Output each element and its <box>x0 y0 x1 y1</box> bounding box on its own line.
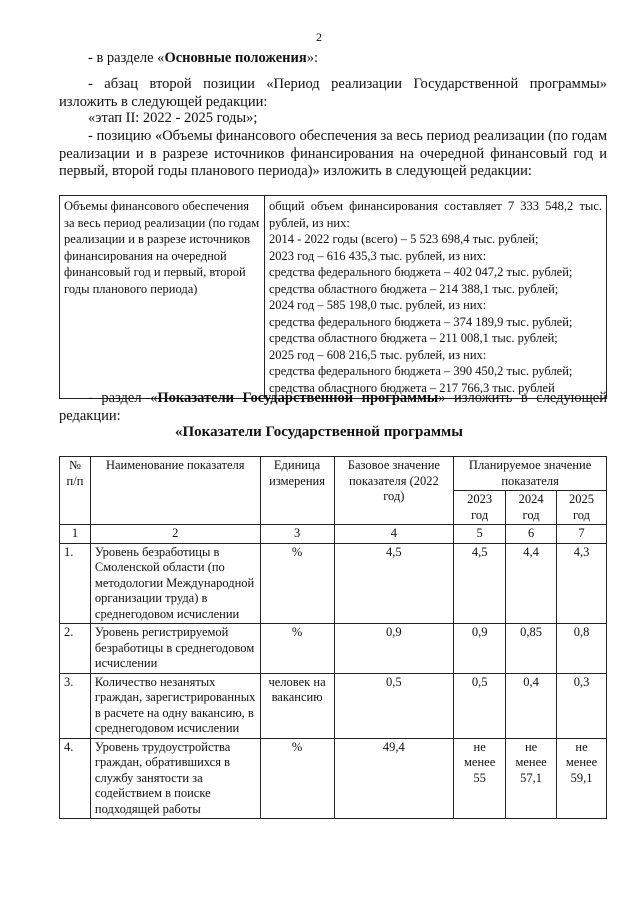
header-2024: 2024 год <box>506 491 557 525</box>
page-number: 2 <box>316 30 322 44</box>
table-row <box>60 624 607 674</box>
row-unit: % <box>260 624 334 674</box>
col-number: 6 <box>506 525 557 544</box>
p5-bold: Показатели Государственной программы <box>157 390 439 406</box>
row-unit: % <box>260 738 334 819</box>
indicators-title: «Показатели Государственной программы <box>175 424 463 440</box>
header-2025: 2025 год <box>557 491 607 525</box>
funding-line: общий объем финансирования составляет 7 333 548,2 тыс. <box>269 199 602 213</box>
table-row <box>60 673 607 738</box>
row-base: 0,9 <box>334 624 454 674</box>
row-2023: 0,5 <box>454 673 506 738</box>
row-2023: 0,9 <box>454 624 506 674</box>
paragraph-main-provisions <box>88 50 608 68</box>
row-2025: 0,3 <box>557 673 607 738</box>
row-2023: не менее 55 <box>454 738 506 819</box>
row-num: 2. <box>60 624 91 674</box>
row-base: 49,4 <box>334 738 454 819</box>
row-name: Уровень трудоустройства граждан, обратившихся в службу занятости за содействием в поиске подходящей работы <box>90 738 260 819</box>
p5-prefix: - раздел « <box>88 390 158 406</box>
header-num: № п/п <box>60 457 91 525</box>
row-base: 4,5 <box>334 543 454 624</box>
row-2025: 0,8 <box>557 624 607 674</box>
paragraph-funding-position: - позицию «Объемы финансового обеспечения за весь период реализации (по годам реализации и в разрезе источников финансирования на очередной финансовый год и первый, второй годы планового периода)» изложить в следующей редакции: <box>59 128 607 179</box>
row-num: 1. <box>60 543 91 624</box>
funding-label-cell: Объемы финансового обеспечения за весь период реализации (по годам реализации и в разрезе источников финансирования на очередной финансовый год и первый, второй годы планового периода) <box>60 196 265 399</box>
funding-line: 2023 год – 616 435,3 тыс. рублей, из них: <box>269 248 487 263</box>
funding-line: 2014 - 2022 годы (всего) – 5 523 698,4 тыс. рублей; <box>269 232 539 246</box>
p1-bold: Основные положения <box>164 50 307 66</box>
col-number: 5 <box>454 525 506 544</box>
p1-prefix: - в разделе « <box>88 50 165 66</box>
funding-line: средства областного бюджета – 211 008,1 тыс. рублей; <box>269 331 558 345</box>
row-name: Уровень регистрируемой безработицы в среднегодовом исчислении <box>90 624 260 674</box>
header-planned: Планируемое значение показателя <box>454 457 607 491</box>
funding-line: средства федерального бюджета – 374 189,9 тыс. рублей; <box>269 314 573 329</box>
indicators-table <box>59 456 607 819</box>
funding-value-cell <box>265 196 607 399</box>
header-name: Наименование показателя <box>90 457 260 525</box>
row-2024: 4,4 <box>506 543 557 624</box>
funding-summary-table <box>59 195 607 399</box>
row-num: 3. <box>60 673 91 738</box>
table-row <box>60 738 607 819</box>
funding-line: средства областного бюджета – 217 766,3 тыс. рублей <box>269 380 555 395</box>
column-number-row <box>60 525 607 544</box>
paragraph-period: - абзац второй позиции «Период реализации Государственной программы» изложить в следующей редакции: <box>59 76 607 110</box>
header-unit: Единица измерения <box>260 457 334 525</box>
col-number: 1 <box>60 525 91 544</box>
row-2024: 0,4 <box>506 673 557 738</box>
table-row <box>60 196 607 399</box>
header-row <box>60 457 607 491</box>
funding-line: средства областного бюджета – 214 388,1 тыс. рублей; <box>269 281 559 296</box>
row-2025: не менее 59,1 <box>557 738 607 819</box>
p5-suffix: » изложить в следующей редакции: <box>59 390 607 424</box>
p1-suffix: »: <box>306 50 318 66</box>
row-name: Уровень безработицы в Смоленской области (по методологии Международной организации труда) в среднегодовом исчислении <box>90 543 260 624</box>
paragraph-stage: «этап II: 2022 - 2025 годы»; <box>88 110 258 126</box>
funding-line: средства федерального бюджета – 390 450,2 тыс. рублей; <box>269 364 573 378</box>
row-num: 4. <box>60 738 91 819</box>
funding-line: рублей, из них: <box>269 215 350 230</box>
header-base: Базовое значение показателя (2022 год) <box>334 457 454 525</box>
row-unit: % <box>260 543 334 624</box>
col-number: 4 <box>334 525 454 544</box>
funding-line: 2025 год – 608 216,5 тыс. рублей, из них: <box>269 347 487 362</box>
row-2025: 4,3 <box>557 543 607 624</box>
row-unit: человек на вакансию <box>260 673 334 738</box>
paragraph-indicators-section <box>59 390 607 425</box>
row-2023: 4,5 <box>454 543 506 624</box>
col-number: 3 <box>260 525 334 544</box>
funding-line: 2024 год – 585 198,0 тыс. рублей, из них: <box>269 298 487 312</box>
col-number: 2 <box>90 525 260 544</box>
col-number: 7 <box>557 525 607 544</box>
table-row <box>60 543 607 624</box>
row-2024: не менее 57,1 <box>506 738 557 819</box>
header-2023: 2023 год <box>454 491 506 525</box>
row-2024: 0,85 <box>506 624 557 674</box>
funding-line: средства федерального бюджета – 402 047,2 тыс. рублей; <box>269 265 573 279</box>
row-name: Количество незанятых граждан, зарегистрированных в расчете на одну вакансию, в среднегодовом исчислении <box>90 673 260 738</box>
row-base: 0,5 <box>334 673 454 738</box>
